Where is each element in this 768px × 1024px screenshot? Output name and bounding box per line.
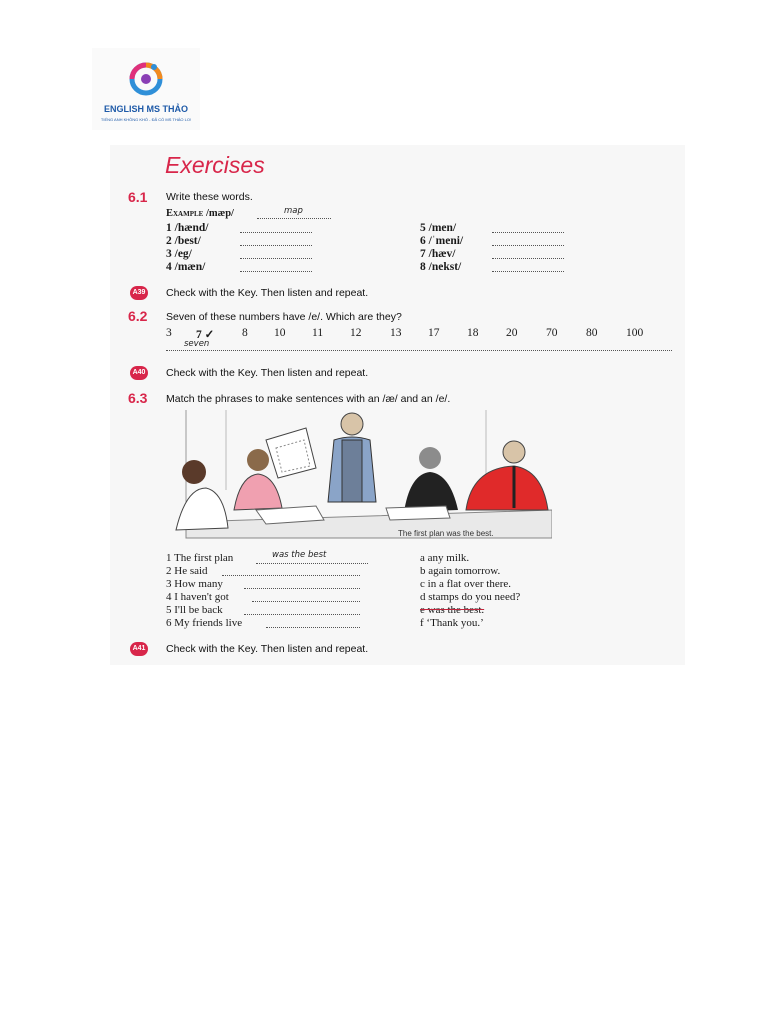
answer-line[interactable] [492, 232, 564, 233]
number-item: 20 [506, 327, 518, 339]
exercise-instruction: Write these words. [166, 191, 253, 203]
phrase-left: 2 He said [166, 565, 208, 577]
logo [92, 48, 200, 130]
audio-track-badge[interactable]: A39 [130, 286, 148, 300]
phrase-left: 3 How many [166, 578, 223, 590]
check-instruction: Check with the Key. Then listen and repeat. [166, 287, 369, 299]
phrase-left: 5 I'll be back [166, 604, 223, 616]
exercise-number: 6.3 [128, 390, 148, 406]
answer-line[interactable] [166, 350, 672, 351]
number-item: 11 [312, 327, 324, 339]
answer-line[interactable] [240, 232, 312, 233]
word-item: 2 /best/ [166, 235, 201, 247]
exercise-number: 6.1 [128, 189, 148, 205]
exercise-number: 6.2 [128, 308, 148, 324]
word-item: 7 /hæv/ [420, 248, 456, 260]
audio-track-badge[interactable]: A40 [130, 366, 148, 380]
phrase-left: 4 I haven't got [166, 591, 229, 603]
check-instruction: Check with the Key. Then listen and repeat. [166, 643, 369, 655]
phrase-right: b again tomorrow. [420, 565, 501, 577]
number-item: 100 [626, 327, 644, 339]
number-item: 12 [350, 327, 362, 339]
number-item: 13 [390, 327, 402, 339]
answer-line[interactable] [252, 601, 360, 602]
check-instruction: Check with the Key. Then listen and repeat. [166, 367, 369, 379]
answer-line[interactable] [244, 614, 360, 615]
phrase-right-used: e was the best. [420, 604, 485, 616]
number-item: 10 [274, 327, 286, 339]
exercise-instruction: Match the phrases to make sentences with an /æ/ and an /e/. [166, 393, 451, 405]
word-item: 1 /hænd/ [166, 222, 209, 234]
answer-line[interactable] [240, 258, 312, 259]
phrase-right: d stamps do you need? [420, 591, 521, 603]
word-item: 5 /men/ [420, 222, 457, 234]
answer-line[interactable] [244, 588, 360, 589]
answer-line[interactable] [492, 271, 564, 272]
number-answer: seven [184, 339, 210, 349]
answer-line[interactable] [492, 258, 564, 259]
phrase-answer: was the best [272, 550, 327, 560]
illustration-caption: The first plan was the best. [398, 529, 494, 538]
answer-line[interactable] [492, 245, 564, 246]
answer-line[interactable] [256, 563, 368, 564]
meeting-illustration [166, 410, 552, 540]
answer-line[interactable] [240, 271, 312, 272]
number-item: 3 [166, 327, 172, 339]
answer-line[interactable] [222, 575, 360, 576]
number-item: 80 [586, 327, 598, 339]
example-answer: map [284, 206, 303, 216]
number-item: 70 [546, 327, 558, 339]
phrase-right: f ‘Thank you.’ [420, 617, 484, 629]
number-item: 17 [428, 327, 440, 339]
answer-line[interactable] [240, 245, 312, 246]
word-item: 6 /ˈmeni/ [420, 235, 464, 247]
word-item: 3 /eg/ [166, 248, 192, 260]
logo-icon [125, 58, 167, 100]
exercise-instruction: Seven of these numbers have /e/. Which are they? [166, 311, 402, 323]
phrase-right: c in a flat over there. [420, 578, 512, 590]
page-title: Exercises [165, 152, 265, 178]
example-answer-line [257, 218, 331, 219]
phrase-left: 6 My friends live [166, 617, 243, 629]
audio-track-badge[interactable]: A41 [130, 642, 148, 656]
example-label: Example /mæp/ [166, 208, 234, 219]
answer-line[interactable] [266, 627, 360, 628]
logo-tagline: TIẾNG ANH KHÔNG KHÓ - ĐÃ CÓ MS THẢO LO! [100, 117, 192, 122]
number-item: 18 [467, 327, 479, 339]
logo-name: ENGLISH MS THẢO [103, 104, 188, 114]
phrase-right: a any milk. [420, 552, 470, 564]
phrase-left: 1 The first plan [166, 552, 234, 564]
word-item: 8 /nekst/ [420, 261, 462, 273]
number-item: 8 [242, 327, 248, 339]
word-item: 4 /mæn/ [166, 261, 206, 273]
number-item: 7 ✓ [196, 329, 215, 341]
